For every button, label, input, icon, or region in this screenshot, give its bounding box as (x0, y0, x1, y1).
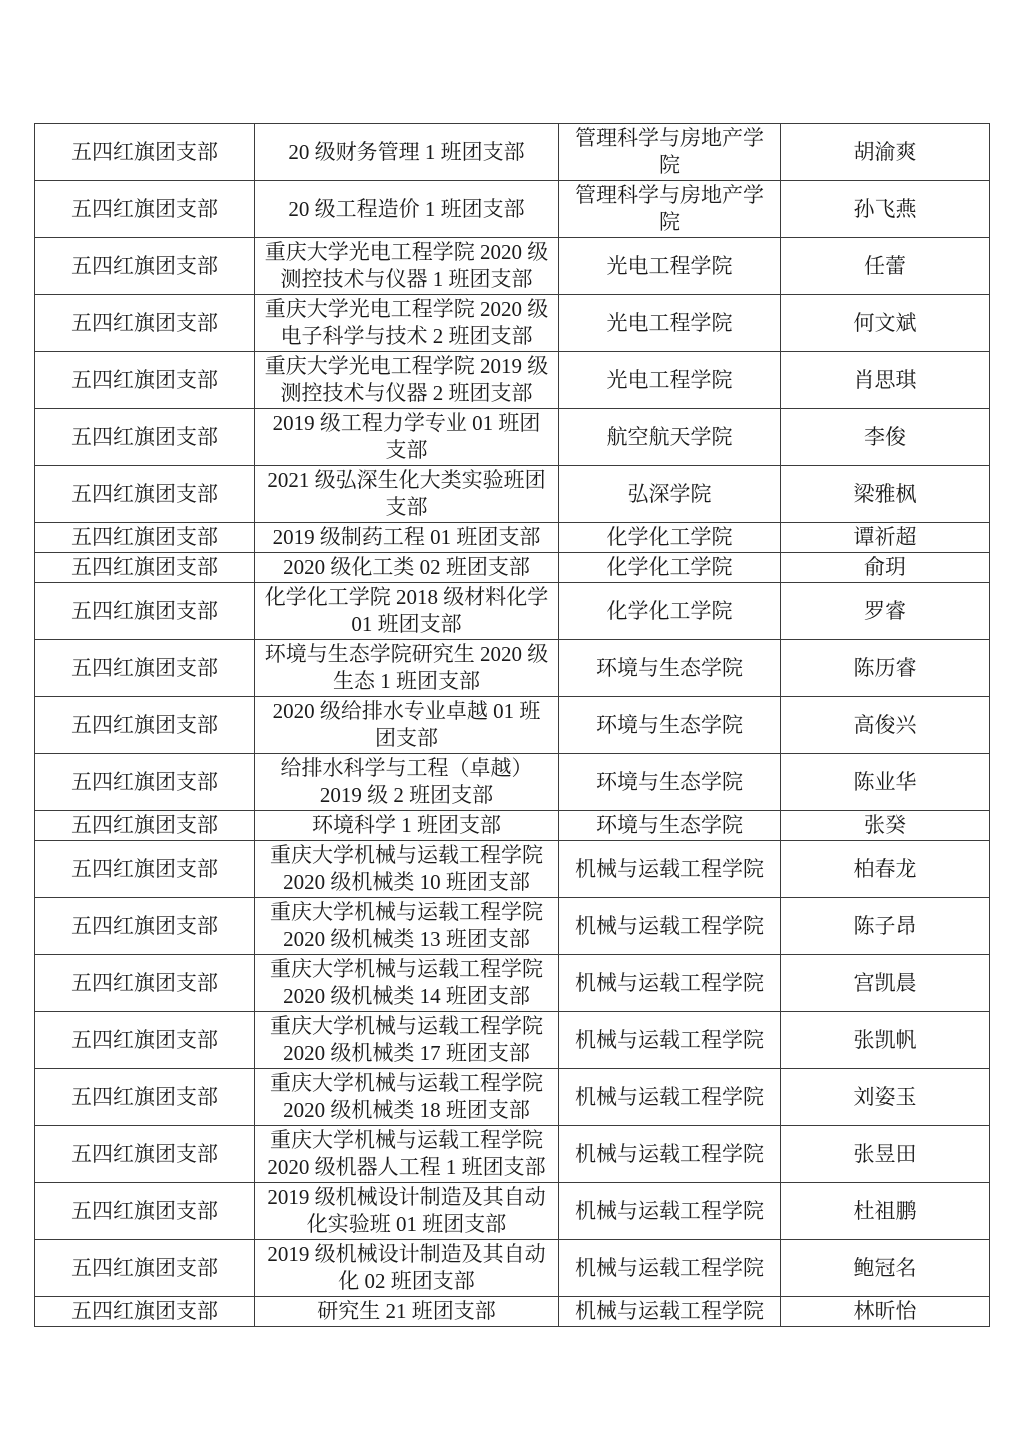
branch-cell: 重庆大学机械与运载工程学院 2020 级机械类 10 班团支部 (255, 841, 559, 898)
name-cell: 林昕怡 (781, 1297, 990, 1327)
branch-cell: 20 级工程造价 1 班团支部 (255, 181, 559, 238)
branch-cell: 重庆大学机械与运载工程学院 2020 级机械类 14 班团支部 (255, 955, 559, 1012)
branch-cell: 重庆大学机械与运载工程学院 2020 级机械类 18 班团支部 (255, 1069, 559, 1126)
branch-cell: 2020 级化工类 02 班团支部 (255, 553, 559, 583)
college-cell: 航空航天学院 (559, 409, 781, 466)
branch-cell: 2019 级机械设计制造及其自动化实验班 01 班团支部 (255, 1183, 559, 1240)
college-cell: 机械与运载工程学院 (559, 1069, 781, 1126)
college-cell: 化学化工学院 (559, 583, 781, 640)
table-row (35, 1183, 990, 1240)
name-cell: 陈历睿 (781, 640, 990, 697)
award-cell: 五四红旗团支部 (35, 352, 255, 409)
college-cell: 管理科学与房地产学院 (559, 124, 781, 181)
table-row (35, 898, 990, 955)
table-row (35, 181, 990, 238)
branch-cell: 化学化工学院 2018 级材料化学 01 班团支部 (255, 583, 559, 640)
table-row (35, 124, 990, 181)
college-cell: 机械与运载工程学院 (559, 1012, 781, 1069)
college-cell: 机械与运载工程学院 (559, 1126, 781, 1183)
branch-cell: 重庆大学光电工程学院 2020 级电子科学与技术 2 班团支部 (255, 295, 559, 352)
name-cell: 鲍冠名 (781, 1240, 990, 1297)
award-cell: 五四红旗团支部 (35, 898, 255, 955)
award-cell: 五四红旗团支部 (35, 1183, 255, 1240)
award-cell: 五四红旗团支部 (35, 409, 255, 466)
table-row (35, 754, 990, 811)
name-cell: 俞玥 (781, 553, 990, 583)
table-row (35, 295, 990, 352)
college-cell: 管理科学与房地产学院 (559, 181, 781, 238)
table-row (35, 238, 990, 295)
college-cell: 环境与生态学院 (559, 697, 781, 754)
college-cell: 化学化工学院 (559, 553, 781, 583)
branch-cell: 20 级财务管理 1 班团支部 (255, 124, 559, 181)
branch-cell: 给排水科学与工程（卓越）2019 级 2 班团支部 (255, 754, 559, 811)
table-row (35, 955, 990, 1012)
award-cell: 五四红旗团支部 (35, 811, 255, 841)
table-row (35, 697, 990, 754)
awards-table-body (35, 124, 990, 1327)
branch-cell: 2020 级给排水专业卓越 01 班团支部 (255, 697, 559, 754)
award-cell: 五四红旗团支部 (35, 697, 255, 754)
table-row (35, 523, 990, 553)
name-cell: 陈子昂 (781, 898, 990, 955)
college-cell: 机械与运载工程学院 (559, 1183, 781, 1240)
name-cell: 刘姿玉 (781, 1069, 990, 1126)
award-cell: 五四红旗团支部 (35, 841, 255, 898)
branch-cell: 2021 级弘深生化大类实验班团支部 (255, 466, 559, 523)
table-row (35, 1240, 990, 1297)
table-row (35, 466, 990, 523)
table-row (35, 640, 990, 697)
branch-cell: 2019 级机械设计制造及其自动化 02 班团支部 (255, 1240, 559, 1297)
name-cell: 高俊兴 (781, 697, 990, 754)
name-cell: 孙飞燕 (781, 181, 990, 238)
branch-cell: 环境与生态学院研究生 2020 级生态 1 班团支部 (255, 640, 559, 697)
branch-cell: 研究生 21 班团支部 (255, 1297, 559, 1327)
award-cell: 五四红旗团支部 (35, 955, 255, 1012)
branch-cell: 重庆大学机械与运载工程学院 2020 级机械类 13 班团支部 (255, 898, 559, 955)
award-cell: 五四红旗团支部 (35, 553, 255, 583)
table-row (35, 1012, 990, 1069)
name-cell: 柏春龙 (781, 841, 990, 898)
college-cell: 机械与运载工程学院 (559, 955, 781, 1012)
table-row (35, 553, 990, 583)
name-cell: 陈业华 (781, 754, 990, 811)
table-row (35, 1126, 990, 1183)
college-cell: 机械与运载工程学院 (559, 898, 781, 955)
branch-cell: 重庆大学光电工程学院 2019 级测控技术与仪器 2 班团支部 (255, 352, 559, 409)
award-cell: 五四红旗团支部 (35, 1012, 255, 1069)
college-cell: 环境与生态学院 (559, 640, 781, 697)
college-cell: 环境与生态学院 (559, 811, 781, 841)
award-cell: 五四红旗团支部 (35, 583, 255, 640)
college-cell: 化学化工学院 (559, 523, 781, 553)
table-row (35, 1069, 990, 1126)
award-cell: 五四红旗团支部 (35, 466, 255, 523)
branch-cell: 环境科学 1 班团支部 (255, 811, 559, 841)
college-cell: 光电工程学院 (559, 238, 781, 295)
table-row (35, 352, 990, 409)
awards-table (34, 123, 990, 1327)
award-cell: 五四红旗团支部 (35, 1069, 255, 1126)
college-cell: 环境与生态学院 (559, 754, 781, 811)
name-cell: 胡渝爽 (781, 124, 990, 181)
name-cell: 罗睿 (781, 583, 990, 640)
name-cell: 李俊 (781, 409, 990, 466)
table-row (35, 811, 990, 841)
award-cell: 五四红旗团支部 (35, 754, 255, 811)
name-cell: 谭祈超 (781, 523, 990, 553)
name-cell: 任蕾 (781, 238, 990, 295)
college-cell: 机械与运载工程学院 (559, 841, 781, 898)
table-row (35, 841, 990, 898)
award-cell: 五四红旗团支部 (35, 238, 255, 295)
name-cell: 张昱田 (781, 1126, 990, 1183)
award-cell: 五四红旗团支部 (35, 1126, 255, 1183)
name-cell: 肖思琪 (781, 352, 990, 409)
branch-cell: 重庆大学机械与运载工程学院 2020 级机器人工程 1 班团支部 (255, 1126, 559, 1183)
branch-cell: 重庆大学光电工程学院 2020 级测控技术与仪器 1 班团支部 (255, 238, 559, 295)
award-cell: 五四红旗团支部 (35, 124, 255, 181)
table-row (35, 409, 990, 466)
college-cell: 光电工程学院 (559, 295, 781, 352)
name-cell: 何文斌 (781, 295, 990, 352)
name-cell: 宫凯晨 (781, 955, 990, 1012)
award-cell: 五四红旗团支部 (35, 181, 255, 238)
branch-cell: 2019 级工程力学专业 01 班团支部 (255, 409, 559, 466)
award-cell: 五四红旗团支部 (35, 523, 255, 553)
name-cell: 杜祖鹏 (781, 1183, 990, 1240)
branch-cell: 2019 级制药工程 01 班团支部 (255, 523, 559, 553)
name-cell: 张癸 (781, 811, 990, 841)
table-row (35, 583, 990, 640)
college-cell: 机械与运载工程学院 (559, 1240, 781, 1297)
table-row (35, 1297, 990, 1327)
college-cell: 弘深学院 (559, 466, 781, 523)
award-cell: 五四红旗团支部 (35, 1240, 255, 1297)
college-cell: 光电工程学院 (559, 352, 781, 409)
award-cell: 五四红旗团支部 (35, 640, 255, 697)
award-cell: 五四红旗团支部 (35, 295, 255, 352)
college-cell: 机械与运载工程学院 (559, 1297, 781, 1327)
name-cell: 梁雅枫 (781, 466, 990, 523)
branch-cell: 重庆大学机械与运载工程学院 2020 级机械类 17 班团支部 (255, 1012, 559, 1069)
award-cell: 五四红旗团支部 (35, 1297, 255, 1327)
name-cell: 张凯帆 (781, 1012, 990, 1069)
